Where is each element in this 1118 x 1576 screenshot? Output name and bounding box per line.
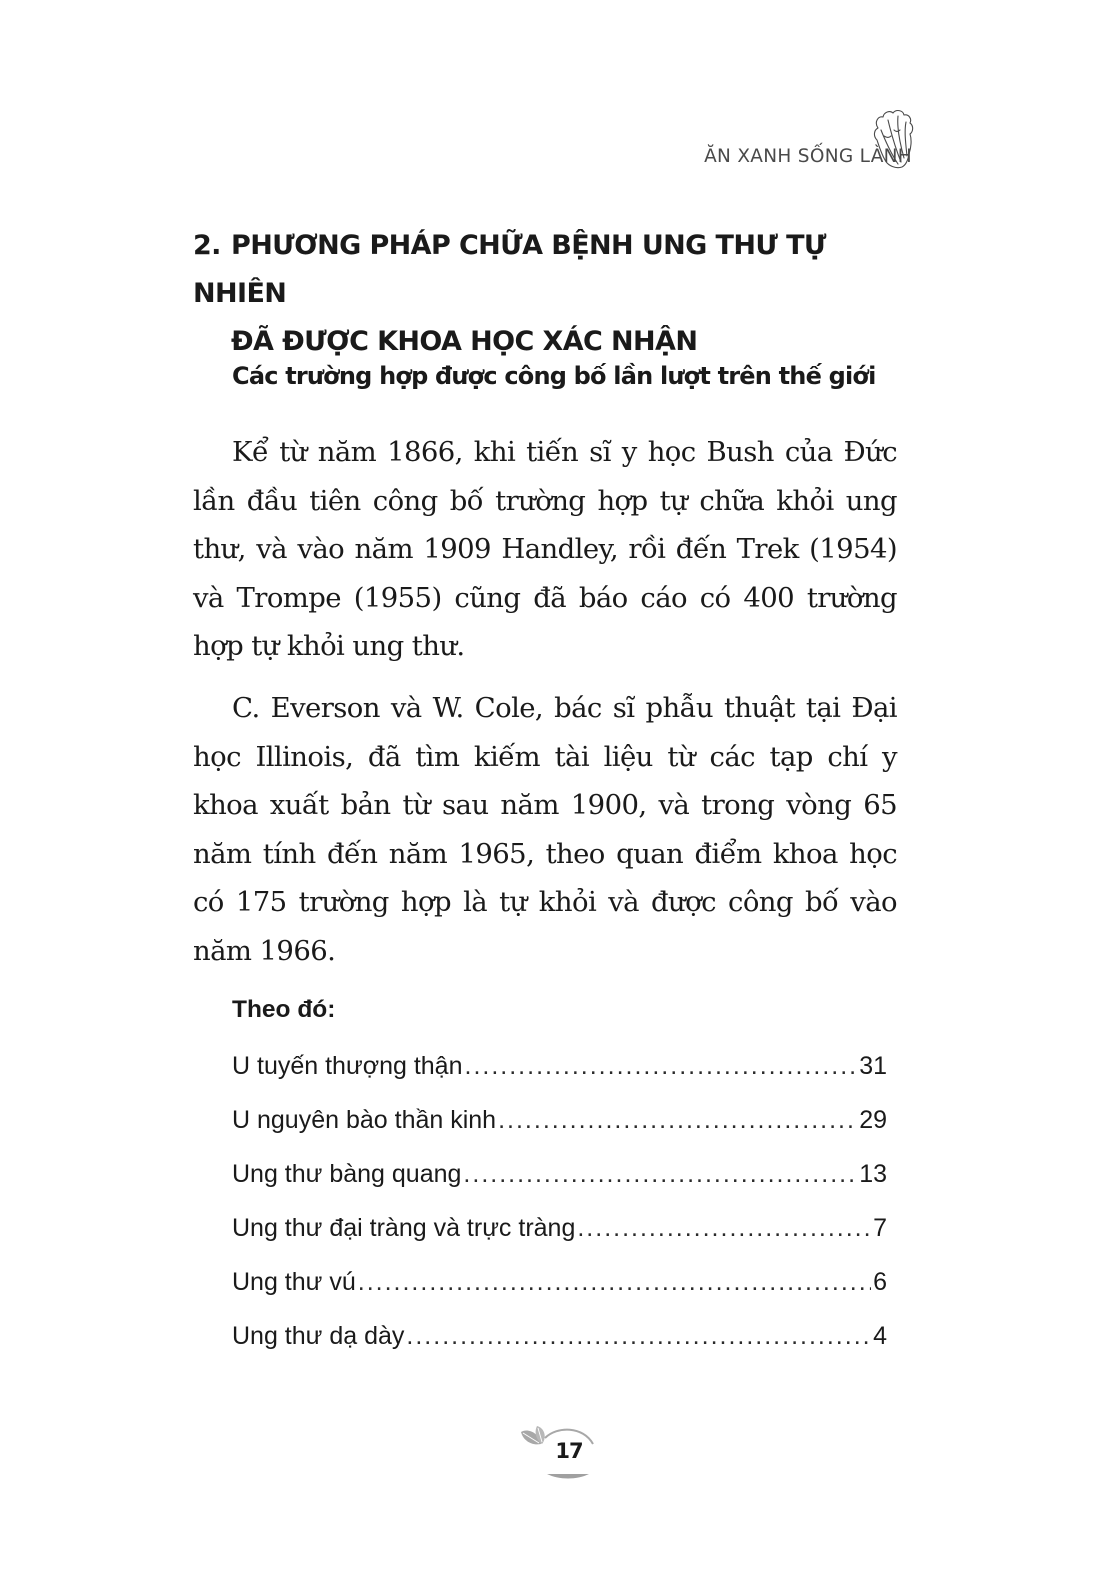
running-title: ĂN XANH SỐNG LÀNH [704,146,912,167]
list-item [232,1160,887,1214]
list-item [232,1214,887,1268]
body-paragraph-2 [193,684,897,975]
list-item-label: U nguyên bào thần kinh [232,1106,497,1134]
dot-leader [463,1160,857,1189]
list-item-value: 29 [859,1106,887,1134]
list-item-value: 13 [859,1160,887,1188]
cabbage-icon [868,108,918,170]
list-item-value: 7 [873,1214,887,1242]
list-item [232,1322,887,1376]
list-item [232,1052,887,1106]
subheading: Các trường hợp được công bố lần lượt trên thế giới [232,362,876,390]
body-paragraph-1 [193,428,897,671]
list-item-label: Ung thư đại tràng và trực tràng [232,1214,576,1242]
list-heading: Theo đó: [232,996,336,1023]
dot-leader [358,1268,871,1297]
list-item-label: U tuyến thượng thận [232,1052,463,1080]
dot-leader [498,1106,857,1135]
list-item-value: 4 [873,1322,887,1350]
list-item-label: Ung thư dạ dày [232,1322,405,1350]
section-number: 2. [193,230,221,261]
dot-leader [577,1214,871,1243]
section-title-line2: ĐÃ ĐƯỢC KHOA HỌC XÁC NHẬN [231,326,698,357]
list-item [232,1268,887,1322]
page-number: 17 [555,1439,583,1463]
dot-leader [465,1052,858,1081]
list-item-label: Ung thư vú [232,1268,356,1296]
leaf-icon [521,1426,545,1444]
paragraph-text: Kể từ năm 1866, khi tiến sĩ y học Bush của Đức lần đầu tiên công bố trường hợp tự chữa khỏi ung thư, và vào năm 1909 Handley, rồi đến Trek (1954) và Trompe (1955) cũng đã báo cáo có 400 trường hợp tự khỏi ung thư. [193,436,897,662]
list-item-value: 6 [873,1268,887,1296]
cancer-cases-list [232,1052,887,1376]
section-title-line1: PHƯƠNG PHÁP CHỮA BỆNH UNG THƯ TỰ NHIÊN [193,230,826,309]
list-item [232,1106,887,1160]
list-item-value: 31 [859,1052,887,1080]
section-title [193,222,913,366]
list-item-label: Ung thư bàng quang [232,1160,462,1188]
dot-leader [406,1322,871,1351]
paragraph-text: C. Everson và W. Cole, bác sĩ phẫu thuật tại Đại học Illinois, đã tìm kiếm tài liệu từ các tạp chí y khoa xuất bản từ sau năm 1900, và trong vòng 65 năm tính đến năm 1965, theo quan điểm khoa học có 175 trường hợp là tự khỏi và được công bố vào năm 1966. [193,692,897,967]
